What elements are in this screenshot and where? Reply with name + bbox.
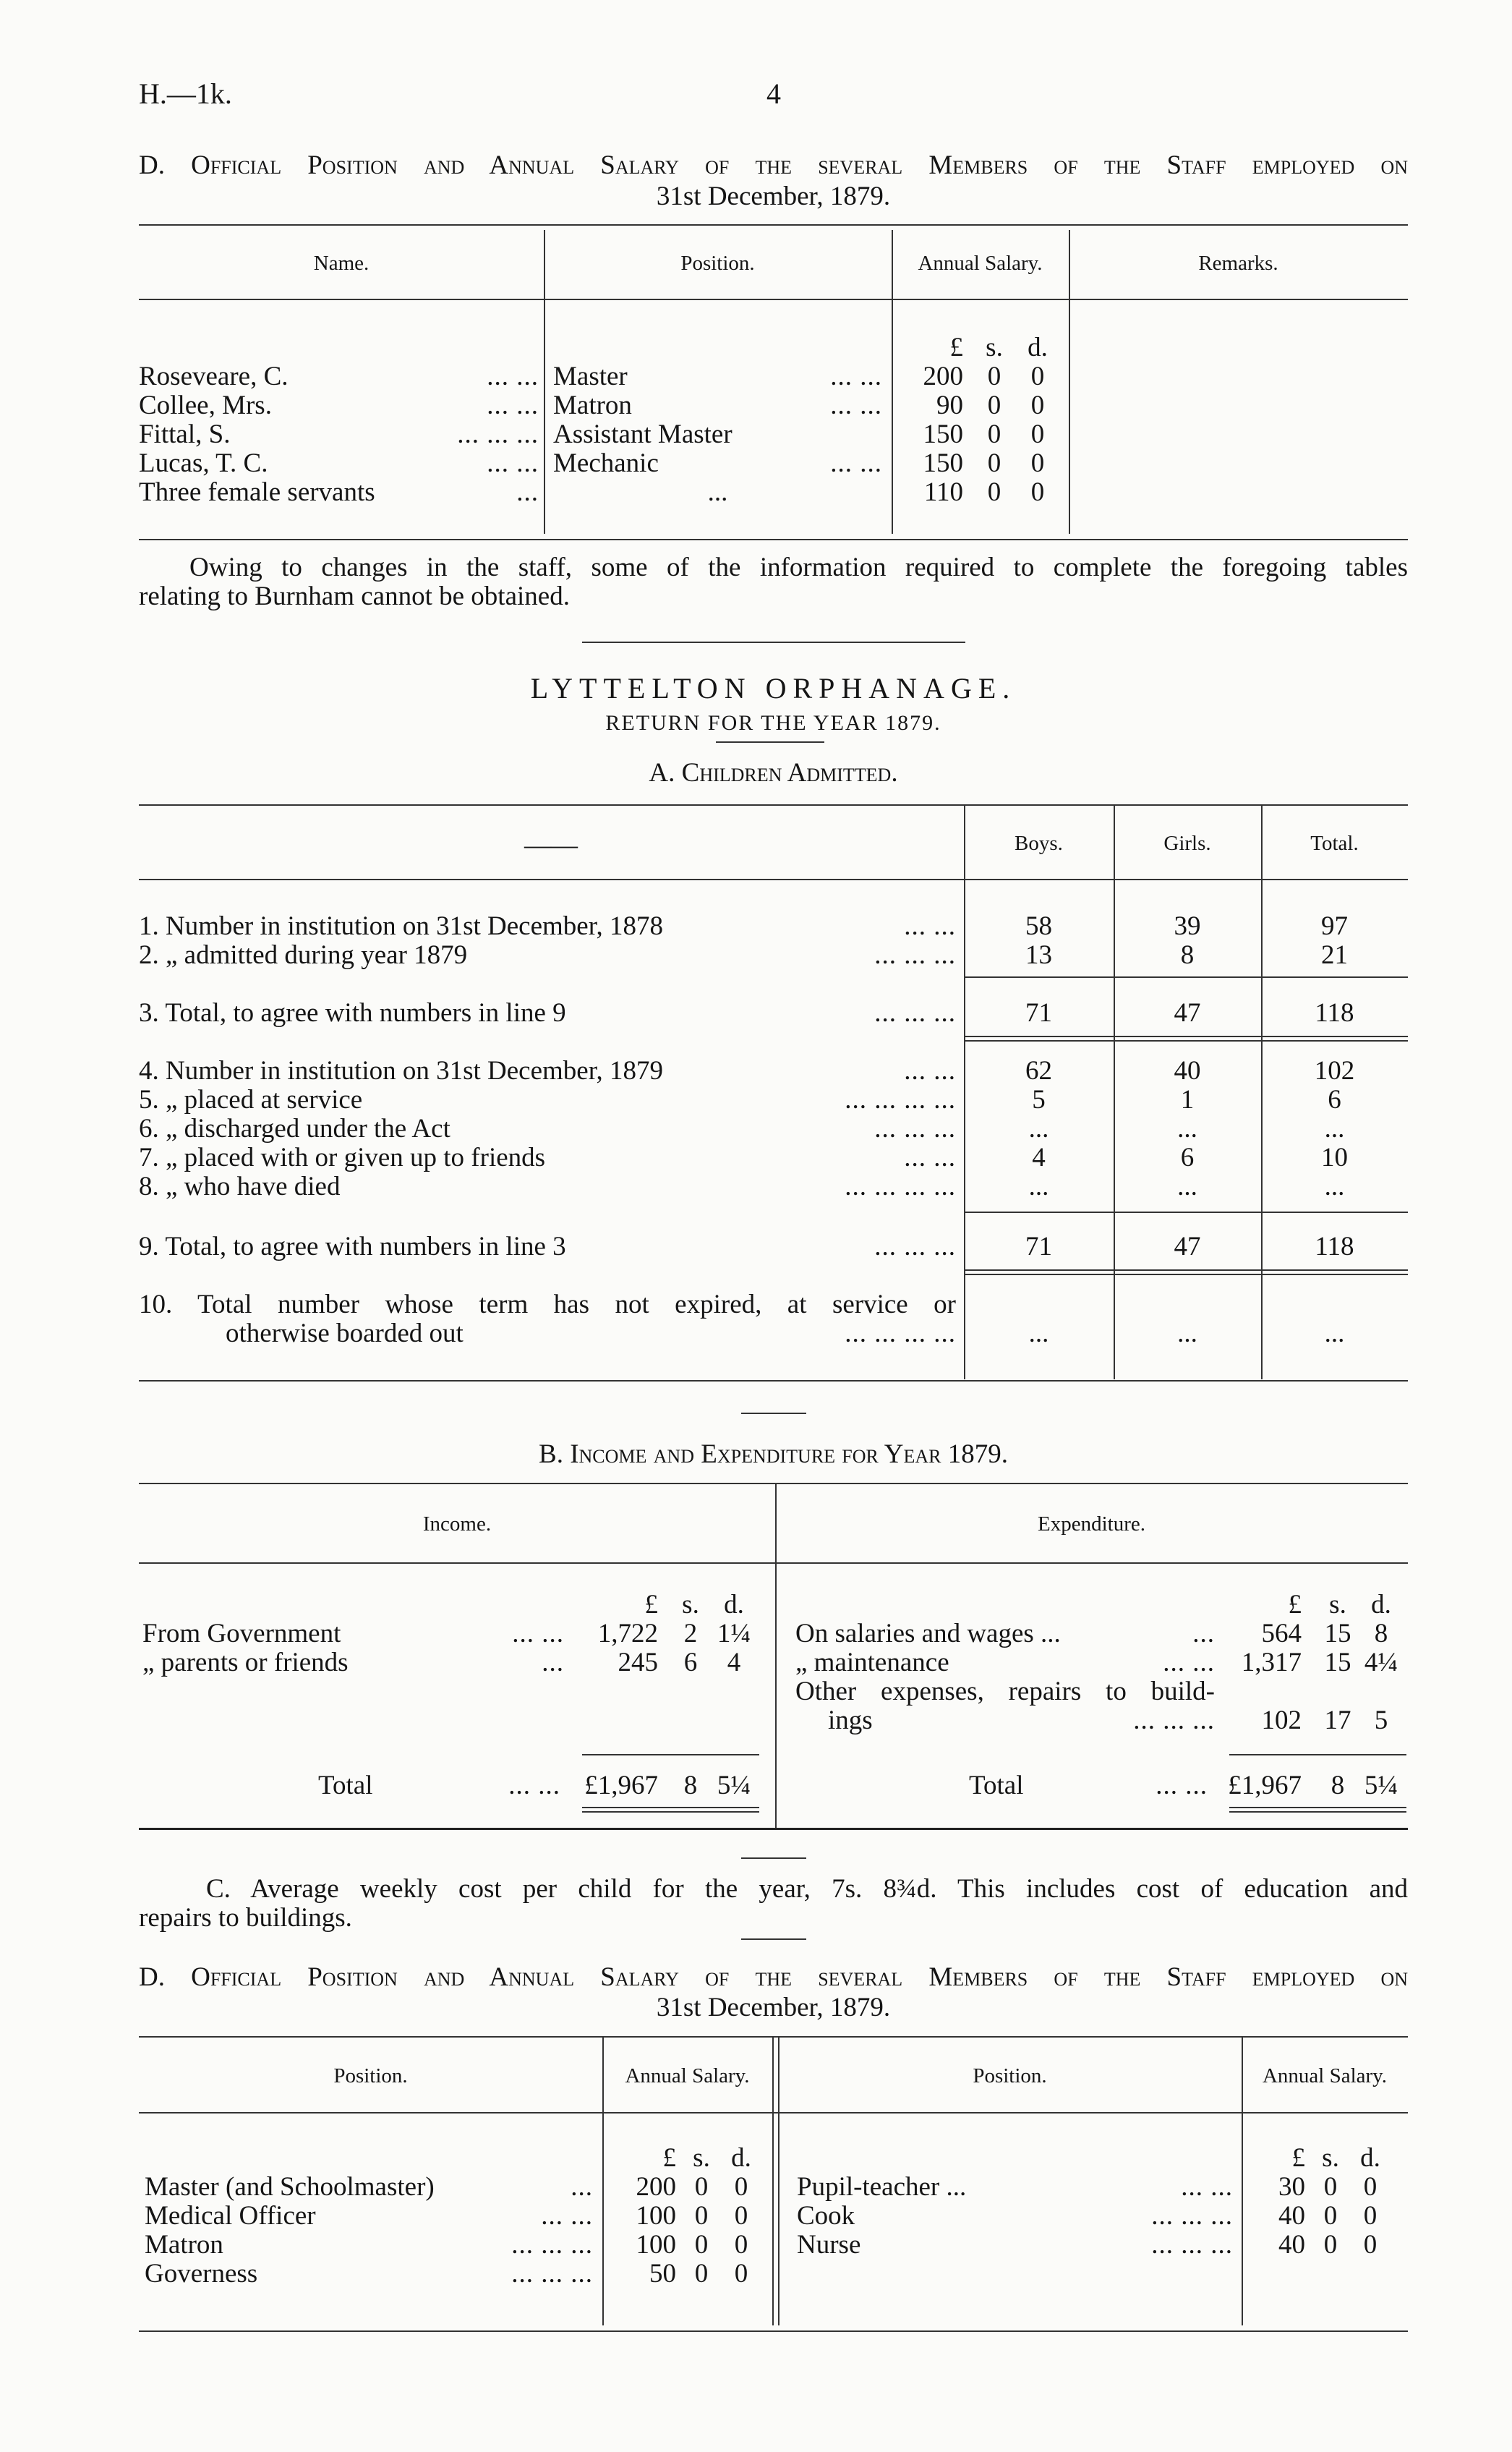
row-label: 6. „ discharged under the Act [139, 1114, 450, 1144]
income-header: Income. [422, 1512, 492, 1536]
expenditure-pence: 8 [1374, 1619, 1388, 1648]
boys-value: 4 [1032, 1143, 1046, 1172]
salary-pounds: 100 [636, 2201, 676, 2231]
staff-position: Governess [145, 2259, 258, 2289]
total-value: ... [1324, 1319, 1345, 1348]
staff-name: Collee, Mrs. [139, 391, 272, 420]
leader-dots: ... ... ... [511, 2230, 593, 2260]
expenditure-pounds: 1,317 [1241, 1648, 1302, 1677]
girls-value: ... [1177, 1319, 1197, 1348]
income-pence: 4 [727, 1648, 741, 1677]
row-label: 8. „ who have died [139, 1172, 341, 1201]
leader-dots: ... ... ... [511, 2259, 593, 2289]
children-admitted-heading: A. Children Admitted. [649, 758, 898, 788]
unit-pence: d. [1360, 2143, 1380, 2173]
burnham-note-continued: relating to Burnham cannot be obtained. [139, 582, 570, 611]
salary-pounds: 50 [649, 2259, 676, 2289]
column-header-annual-salary: Annual Salary. [625, 2064, 750, 2087]
income-label: From Government [142, 1619, 341, 1648]
expenditure-shillings: 15 [1324, 1619, 1351, 1648]
staff-position: Medical Officer [145, 2201, 316, 2231]
boys-value: 71 [1025, 998, 1052, 1028]
expenditure-pounds: 564 [1261, 1619, 1302, 1648]
salary-pence: 0 [734, 2201, 748, 2231]
salary-pounds: 200 [923, 362, 963, 391]
girls-value: 8 [1180, 940, 1195, 970]
salary-pounds: 200 [636, 2172, 676, 2202]
salary-pounds: 90 [936, 391, 963, 420]
staff-name: Lucas, T. C. [139, 448, 268, 478]
column-header-name: Name. [313, 252, 370, 275]
leader-dots: ... ... [904, 1056, 956, 1086]
total-value: ... [1324, 1114, 1345, 1144]
girls-value: 39 [1174, 911, 1201, 941]
income-total-label: Total [318, 1771, 373, 1800]
leader-dots: ... ... ... [1133, 1706, 1215, 1735]
salary-shillings: 0 [694, 2201, 709, 2231]
weekly-cost-text: C. Average weekly cost per child for the year, 7s. 8¾d. This includes cost of education and [206, 1874, 1408, 1904]
boys-value: 62 [1025, 1056, 1052, 1086]
staff-name: Roseveare, C. [139, 362, 289, 391]
income-total-shillings: 8 [683, 1771, 698, 1800]
leader-dots: ... ... [487, 362, 539, 391]
leader-dots: ... ... [1163, 1648, 1215, 1677]
salary-pence: 0 [1030, 362, 1045, 391]
salary-shillings: 0 [694, 2172, 709, 2202]
salary-shillings: 0 [987, 448, 1001, 478]
staff-position: ... [707, 477, 728, 507]
staff-position: Mechanic [553, 448, 659, 478]
document-code: H.—1k. [139, 77, 232, 110]
weekly-cost-text-continued: repairs to buildings. [139, 1903, 352, 1933]
burnham-staff-title: D. Official Position and Annual Salary of the several Members of the Staff employed on [139, 150, 1408, 180]
salary-pounds: 150 [923, 420, 963, 449]
total-value: 118 [1315, 1232, 1354, 1261]
expenditure-total-shillings: 8 [1331, 1771, 1345, 1800]
stub-dash: —— [524, 830, 578, 860]
salary-pence: 0 [734, 2230, 748, 2260]
income-total-pounds: £1,967 [584, 1771, 658, 1800]
income-shillings: 6 [683, 1648, 698, 1677]
staff-position: Nurse [797, 2230, 861, 2260]
staff-position: Master [553, 362, 628, 391]
row-label: 2. „ admitted during year 1879 [139, 940, 468, 970]
salary-pence: 0 [1363, 2172, 1378, 2202]
expenditure-pence: 4¼ [1364, 1648, 1398, 1677]
row-label-continued: otherwise boarded out [226, 1319, 464, 1348]
unit-pence: d. [731, 2143, 751, 2173]
boys-value: 5 [1032, 1085, 1046, 1115]
expenditure-pounds: 102 [1261, 1706, 1302, 1735]
boys-value: 71 [1025, 1232, 1052, 1261]
leader-dots: ... ... [904, 911, 956, 941]
total-value: 10 [1321, 1143, 1348, 1172]
row-label: 4. Number in institution on 31st December, 1879 [139, 1056, 664, 1086]
leader-dots: ... ... [830, 362, 882, 391]
income-expenditure-heading: B. Income and Expenditure for Year 1879. [539, 1439, 1008, 1469]
column-header-annual-salary: Annual Salary. [1262, 2064, 1388, 2087]
column-header-position: Position. [333, 2064, 408, 2087]
return-subtitle: RETURN FOR THE YEAR 1879. [605, 711, 941, 735]
girls-value: 1 [1180, 1085, 1195, 1115]
salary-pounds: 150 [923, 448, 963, 478]
salary-pounds: 110 [923, 477, 963, 507]
total-value: 102 [1314, 1056, 1355, 1086]
boys-value: 58 [1025, 911, 1052, 941]
leader-dots: ... ... [830, 448, 882, 478]
leader-dots: ... ... [1156, 1771, 1208, 1800]
income-pounds: 1,722 [597, 1619, 658, 1648]
row-label: 5. „ placed at service [139, 1085, 363, 1115]
expenditure-pence: 5 [1374, 1706, 1388, 1735]
girls-value: 6 [1180, 1143, 1195, 1172]
leader-dots: ... ... ... ... [845, 1085, 956, 1115]
row-label: 9. Total, to agree with numbers in line 3 [139, 1232, 566, 1261]
salary-pence: 0 [1363, 2230, 1378, 2260]
salary-shillings: 0 [1323, 2230, 1338, 2260]
salary-pence: 0 [734, 2172, 748, 2202]
leader-dots: ... ... [508, 1771, 560, 1800]
unit-shillings: s. [693, 2143, 710, 2173]
column-header-remarks: Remarks. [1198, 252, 1278, 275]
total-value: ... [1324, 1172, 1345, 1201]
unit-pence: d. [724, 1590, 744, 1619]
salary-shillings: 0 [987, 420, 1001, 449]
unit-shillings: s. [1329, 1590, 1346, 1619]
staff-name: Fittal, S. [139, 420, 231, 449]
unit-shillings: s. [986, 333, 1003, 362]
salary-pence: 0 [1363, 2201, 1378, 2231]
leader-dots: ... ... ... [457, 420, 539, 449]
lyttelton-staff-title: D. Official Position and Annual Salary of the several Members of the Staff employed on [139, 1962, 1408, 1992]
leader-dots: ... ... ... [874, 998, 956, 1028]
salary-shillings: 0 [694, 2230, 709, 2260]
unit-pounds: £ [644, 1590, 658, 1619]
boys-value: ... [1028, 1172, 1049, 1201]
unit-pence: d. [1371, 1590, 1391, 1619]
staff-position: Matron [145, 2230, 223, 2260]
leader-dots: ... [571, 2172, 593, 2202]
column-header-position: Position. [680, 252, 755, 275]
girls-value: 47 [1174, 1232, 1201, 1261]
staff-position: Matron [553, 391, 632, 420]
expenditure-total-pence: 5¼ [1364, 1771, 1398, 1800]
expenditure-shillings: 15 [1324, 1648, 1351, 1677]
orphanage-title: LYTTELTON ORPHANAGE. [530, 672, 1017, 704]
leader-dots: ... ... [487, 391, 539, 420]
unit-pounds: £ [662, 2143, 676, 2173]
unit-pence: d. [1028, 333, 1048, 362]
burnham-note: Owing to changes in the staff, some of the information required to complete the foregoing tables [189, 553, 1408, 582]
staff-position: Master (and Schoolmaster) [145, 2172, 435, 2202]
salary-shillings: 0 [987, 391, 1001, 420]
column-header-boys: Boys. [1015, 832, 1063, 855]
salary-pence: 0 [1030, 391, 1045, 420]
income-shillings: 2 [683, 1619, 698, 1648]
boys-value: ... [1028, 1114, 1049, 1144]
staff-position: Assistant Master [553, 420, 732, 449]
salary-pounds: 40 [1278, 2230, 1305, 2260]
leader-dots: ... [516, 477, 539, 507]
boys-value: 13 [1025, 940, 1052, 970]
expenditure-shillings: 17 [1324, 1706, 1351, 1735]
girls-value: ... [1177, 1114, 1197, 1144]
leader-dots: ... ... ... [874, 1232, 956, 1261]
salary-pence: 0 [1030, 477, 1045, 507]
leader-dots: ... ... [904, 1143, 956, 1172]
staff-name: Three female servants [139, 477, 375, 507]
expenditure-label: Other expenses, repairs to build- [795, 1677, 1215, 1706]
unit-pounds: £ [949, 333, 963, 362]
salary-shillings: 0 [987, 477, 1001, 507]
column-header-annual-salary: Annual Salary. [918, 252, 1043, 275]
leader-dots: ... ... ... ... [845, 1319, 956, 1348]
column-header-position: Position. [973, 2064, 1047, 2087]
expenditure-header: Expenditure. [1038, 1512, 1145, 1536]
salary-shillings: 0 [694, 2259, 709, 2289]
leader-dots: ... ... [512, 1619, 564, 1648]
unit-shillings: s. [682, 1590, 699, 1619]
total-value: 97 [1321, 911, 1348, 941]
income-label: „ parents or friends [142, 1648, 349, 1677]
expenditure-label: „ maintenance [795, 1648, 949, 1677]
total-value: 21 [1321, 940, 1348, 970]
lyttelton-staff-date: 31st December, 1879. [656, 1993, 891, 2022]
row-label: 1. Number in institution on 31st December, 1878 [139, 911, 664, 941]
salary-shillings: 0 [1323, 2172, 1338, 2202]
girls-value: 47 [1174, 998, 1201, 1028]
salary-pounds: 40 [1278, 2201, 1305, 2231]
total-value: 6 [1328, 1085, 1341, 1115]
income-pence: 1¼ [717, 1619, 751, 1648]
page-number: 4 [766, 77, 781, 110]
income-total-pence: 5¼ [717, 1771, 751, 1800]
unit-pounds: £ [1291, 2143, 1305, 2173]
leader-dots: ... ... [541, 2201, 593, 2231]
burnham-staff-date: 31st December, 1879. [656, 182, 891, 211]
salary-pounds: 100 [636, 2230, 676, 2260]
income-pounds: 245 [618, 1648, 658, 1677]
column-header-girls: Girls. [1163, 832, 1211, 855]
total-value: 118 [1315, 998, 1354, 1028]
leader-dots: ... ... ... [1151, 2230, 1233, 2260]
salary-pence: 0 [1030, 448, 1045, 478]
girls-value: 40 [1174, 1056, 1201, 1086]
leader-dots: ... ... ... [874, 940, 956, 970]
unit-pounds: £ [1288, 1590, 1302, 1619]
leader-dots: ... [542, 1648, 564, 1677]
boys-value: ... [1028, 1319, 1049, 1348]
leader-dots: ... ... ... [1151, 2201, 1233, 2231]
expenditure-total-label: Total [969, 1771, 1024, 1800]
salary-pence: 0 [734, 2259, 748, 2289]
row-label: 10. Total number whose term has not expired, at service or [139, 1290, 956, 1319]
unit-shillings: s. [1322, 2143, 1339, 2173]
salary-shillings: 0 [987, 362, 1001, 391]
staff-position: Cook [797, 2201, 855, 2231]
expenditure-label: On salaries and wages ... [795, 1619, 1061, 1648]
expenditure-label: ings [828, 1706, 873, 1735]
staff-position: Pupil-teacher ... [797, 2172, 967, 2202]
leader-dots: ... ... [487, 448, 539, 478]
column-header-total: Total. [1310, 832, 1359, 855]
leader-dots: ... ... [830, 391, 882, 420]
leader-dots: ... ... [1181, 2172, 1233, 2202]
girls-value: ... [1177, 1172, 1197, 1201]
salary-pounds: 30 [1278, 2172, 1305, 2202]
leader-dots: ... ... ... ... [845, 1172, 956, 1201]
row-label: 3. Total, to agree with numbers in line 9 [139, 998, 566, 1028]
leader-dots: ... [1192, 1619, 1215, 1648]
leader-dots: ... ... ... [874, 1114, 956, 1144]
row-label: 7. „ placed with or given up to friends [139, 1143, 546, 1172]
salary-shillings: 0 [1323, 2201, 1338, 2231]
salary-pence: 0 [1030, 420, 1045, 449]
expenditure-total-pounds: £1,967 [1228, 1771, 1302, 1800]
